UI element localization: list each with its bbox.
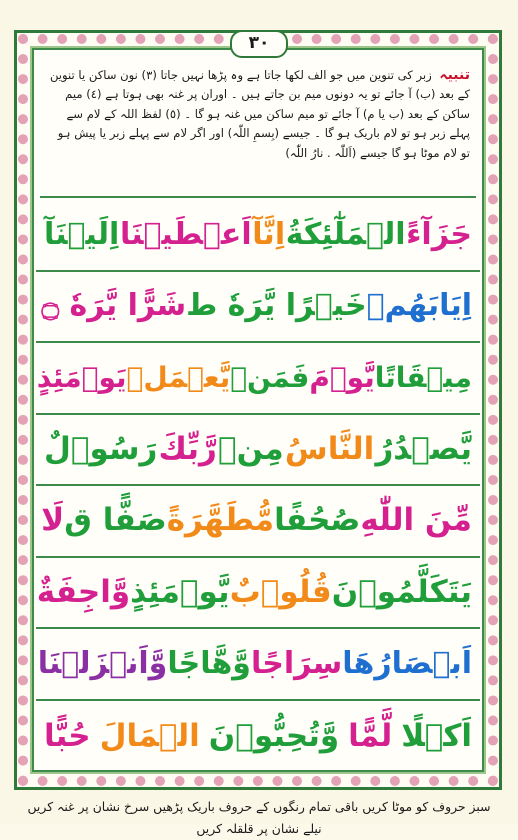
quran-word: يَّصۡدُرُ [375, 430, 472, 467]
quran-word: قُلُوۡبٌ [229, 573, 332, 610]
quran-word: مُّطَهَّرَةً [166, 502, 275, 539]
quran-word: وَّاجِفَةٌ [36, 573, 131, 610]
quran-word: حُبًّا [44, 717, 91, 754]
practice-row [36, 200, 480, 272]
quran-word: وَّهَّاجًا [167, 645, 251, 681]
quran-word: يَّوۡمَ [309, 360, 375, 394]
quran-word: شَرًّا يَّرَهٗ ۝ [41, 288, 187, 324]
practice-rows [36, 200, 480, 772]
quran-word: يَّوۡمَئِذٍ [130, 573, 230, 610]
note-title: تنبیہ [439, 67, 470, 83]
practice-row [36, 558, 480, 630]
quran-word: النَّاسُ [284, 430, 375, 467]
quran-word: الۡمَالَ [99, 717, 200, 754]
quran-word: لَا [41, 502, 65, 539]
practice-row [36, 629, 480, 701]
quran-word: فَمَنۡ [230, 360, 310, 394]
quran-word: اَكۡلًا [401, 717, 472, 754]
quran-word: مِّنَ اللّٰهِ [360, 502, 472, 539]
quran-word: اَعۡطَيۡنَا [119, 216, 252, 252]
quran-word: اَبۡصَارُهَا [342, 645, 472, 681]
quran-word: جَزَآءً [406, 216, 472, 252]
quran-word: وَّاَنۡزَلۡنَا [37, 645, 168, 681]
page-number: ٣٠ [230, 30, 288, 58]
footer-instructions: سبز حروف کو موٹا کریں باقی تمام رنگوں کے حروف باریک پڑھیں سرخ نشان پر غنہ کریں نیلے نشان پر قلقلہ کریں [27, 799, 491, 836]
quran-word: لَّمًّا [348, 717, 393, 754]
quran-word: مِنۡ [218, 430, 284, 467]
quran-word: اِيَابَهُمۡ [366, 288, 472, 324]
note-box [40, 62, 476, 198]
practice-row [36, 701, 480, 773]
quran-word: الۡمَلٰٓئِكَةُ [285, 216, 406, 252]
practice-row [36, 486, 480, 558]
quran-word: صَفًّا ق [64, 502, 167, 539]
quran-word: صُحُفًا [274, 502, 361, 539]
quran-word: يَوۡمَئِذٍ [36, 360, 127, 394]
quran-word: اِلَيۡنَآ [44, 216, 120, 252]
practice-row [36, 272, 480, 344]
quran-word: اِنَّآ [252, 216, 286, 252]
note-text: زبر کی تنوین میں جو الف لکھا جاتا ہے وہ پڑھا نہیں جاتا (٣) نون ساکن یا تنوین کے بعد (ب) آ جائے تو یہ دونوں میم بن جاتے ہیں ۔ اوران پر غنہ بھی ہوتا ہے (٤) میم ساکن کے بعد (ب یا م) آ جائے تو میم ساکن میں غنہ ہو گا ۔ (٥) لفظ اللہ کے لام سے پہلے زبر ہو تو لام باریک ہو گا ۔ جیسے (بِسمِ اللّٰہ) اور اگر لام سے پہلے زبر یا پیش ہو تو لام موٹا ہو گا جیسے (اَللّٰہ . نارُ اللّٰہ) [49, 68, 470, 160]
quran-word: رَّبِّكَ [158, 430, 217, 467]
practice-row [36, 343, 480, 415]
practice-row [36, 415, 480, 487]
quran-word: وَّتُحِبُّوۡنَ [208, 717, 340, 754]
quran-word: سِرَاجًا [250, 645, 343, 681]
quran-word: رَسُوۡلٌ [44, 430, 158, 467]
quran-word: يَّعۡمَلۡ [126, 360, 231, 394]
quran-word: مِيۡقَاتًا [374, 360, 472, 394]
quran-word: خَيۡرًا يَّرَهٗ ط [186, 288, 367, 324]
quran-word: يَتَكَلَّمُوۡنَ [331, 573, 472, 610]
